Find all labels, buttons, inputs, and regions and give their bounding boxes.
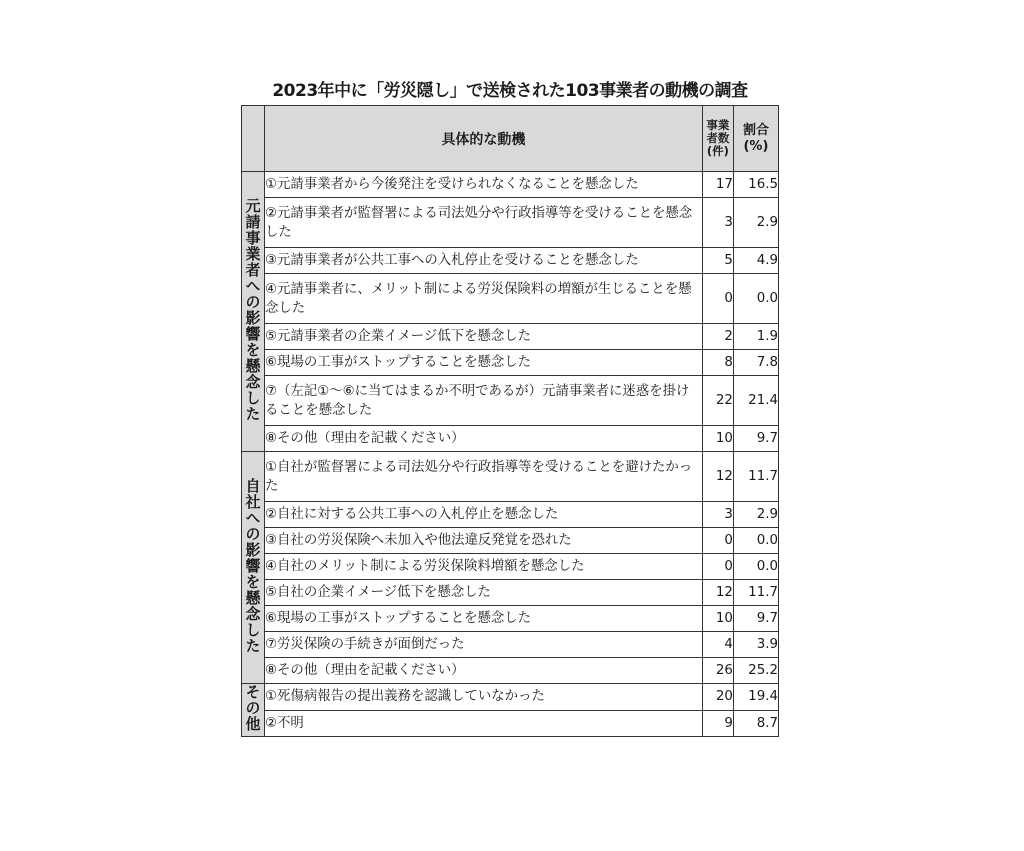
motive-cell: ①元請事業者から今後発注を受けられなくなることを懸念した — [265, 172, 703, 198]
count-cell: 10 — [702, 426, 733, 452]
pct-cell: 8.7 — [733, 710, 778, 737]
table-row — [242, 376, 779, 426]
count-cell: 12 — [702, 580, 733, 606]
pct-cell: 1.9 — [733, 324, 778, 350]
table-row — [242, 684, 779, 711]
motive-survey-table — [241, 105, 779, 737]
motive-cell: ⑤元請事業者の企業イメージ低下を懸念した — [265, 324, 703, 350]
header-pct — [733, 106, 778, 172]
motive-cell: ⑧その他（理由を記載ください） — [265, 658, 703, 684]
count-cell: 17 — [702, 172, 733, 198]
table-row — [242, 426, 779, 452]
motive-cell: ④自社のメリット制による労災保険料増額を懸念した — [265, 554, 703, 580]
motive-cell: ③元請事業者が公共工事への入札停止を受けることを懸念した — [265, 248, 703, 274]
group-label: 元請事業者への影響を懸念した — [243, 197, 262, 422]
count-cell: 3 — [702, 198, 733, 248]
header-row — [242, 106, 779, 172]
header-group-blank — [242, 106, 265, 172]
table-row — [242, 502, 779, 528]
count-cell: 4 — [702, 632, 733, 658]
count-cell: 20 — [702, 684, 733, 711]
group-label-cell — [242, 452, 265, 684]
motive-cell: ⑧その他（理由を記載ください） — [265, 426, 703, 452]
pct-cell: 7.8 — [733, 350, 778, 376]
table-row — [242, 710, 779, 737]
pct-cell: 25.2 — [733, 658, 778, 684]
count-cell: 5 — [702, 248, 733, 274]
pct-cell: 2.9 — [733, 198, 778, 248]
table-row — [242, 274, 779, 324]
header-count-line1: 事業 — [706, 118, 730, 132]
motive-cell: ⑦労災保険の手続きが面倒だった — [265, 632, 703, 658]
motive-cell: ⑦（左記①～⑥に当てはまるか不明であるが）元請事業者に迷惑を掛けることを懸念した — [265, 376, 703, 426]
table-row — [242, 248, 779, 274]
motive-cell: ②自社に対する公共工事への入札停止を懸念した — [265, 502, 703, 528]
motive-cell: ③自社の労災保険へ未加入や他法違反発覚を恐れた — [265, 528, 703, 554]
pct-cell: 0.0 — [733, 528, 778, 554]
table-row — [242, 632, 779, 658]
table-row — [242, 554, 779, 580]
header-pct-line2: (%) — [743, 138, 769, 154]
table-row — [242, 528, 779, 554]
pct-cell: 9.7 — [733, 606, 778, 632]
pct-cell: 16.5 — [733, 172, 778, 198]
table-body — [242, 172, 779, 737]
group-label: その他 — [243, 684, 262, 732]
header-pct-line1: 割合 — [742, 122, 769, 138]
count-cell: 0 — [702, 528, 733, 554]
table-row — [242, 198, 779, 248]
motive-cell: ②不明 — [265, 710, 703, 737]
motive-cell: ②元請事業者が監督署による司法処分や行政指導等を受けることを懸念した — [265, 198, 703, 248]
group-label-cell — [242, 172, 265, 452]
pct-cell: 0.0 — [733, 554, 778, 580]
count-cell: 0 — [702, 274, 733, 324]
header-count-line2: 者数 — [706, 131, 730, 145]
count-cell: 10 — [702, 606, 733, 632]
pct-cell: 19.4 — [733, 684, 778, 711]
group-label-cell — [242, 684, 265, 737]
motive-cell: ④元請事業者に、メリット制による労災保険料の増額が生じることを懸念した — [265, 274, 703, 324]
table-row — [242, 580, 779, 606]
table-title: 2023年中に「労災隠し」で送検された103事業者の動機の調査 — [272, 81, 748, 101]
count-cell: 0 — [702, 554, 733, 580]
pct-cell: 4.9 — [733, 248, 778, 274]
table-row — [242, 172, 779, 198]
pct-cell: 3.9 — [733, 632, 778, 658]
count-cell: 8 — [702, 350, 733, 376]
count-cell: 22 — [702, 376, 733, 426]
pct-cell: 0.0 — [733, 274, 778, 324]
pct-cell: 21.4 — [733, 376, 778, 426]
table-row — [242, 452, 779, 502]
count-cell: 3 — [702, 502, 733, 528]
pct-cell: 11.7 — [733, 452, 778, 502]
pct-cell: 9.7 — [733, 426, 778, 452]
count-cell: 2 — [702, 324, 733, 350]
motive-cell: ①自社が監督署による司法処分や行政指導等を受けることを避けたかった — [265, 452, 703, 502]
pct-cell: 2.9 — [733, 502, 778, 528]
table-row — [242, 350, 779, 376]
header-count — [702, 106, 733, 172]
count-cell: 9 — [702, 710, 733, 737]
pct-cell: 11.7 — [733, 580, 778, 606]
motive-cell: ⑤自社の企業イメージ低下を懸念した — [265, 580, 703, 606]
table-row — [242, 606, 779, 632]
motive-cell: ⑥現場の工事がストップすることを懸念した — [265, 350, 703, 376]
header-motive: 具体的な動機 — [265, 106, 703, 172]
header-count-line3: (件) — [706, 144, 729, 158]
table-row — [242, 324, 779, 350]
count-cell: 12 — [702, 452, 733, 502]
motive-cell: ⑥現場の工事がストップすることを懸念した — [265, 606, 703, 632]
table-row — [242, 658, 779, 684]
group-label: 自社への影響を懸念した — [243, 477, 262, 654]
count-cell: 26 — [702, 658, 733, 684]
motive-cell: ①死傷病報告の提出義務を認識していなかった — [265, 684, 703, 711]
